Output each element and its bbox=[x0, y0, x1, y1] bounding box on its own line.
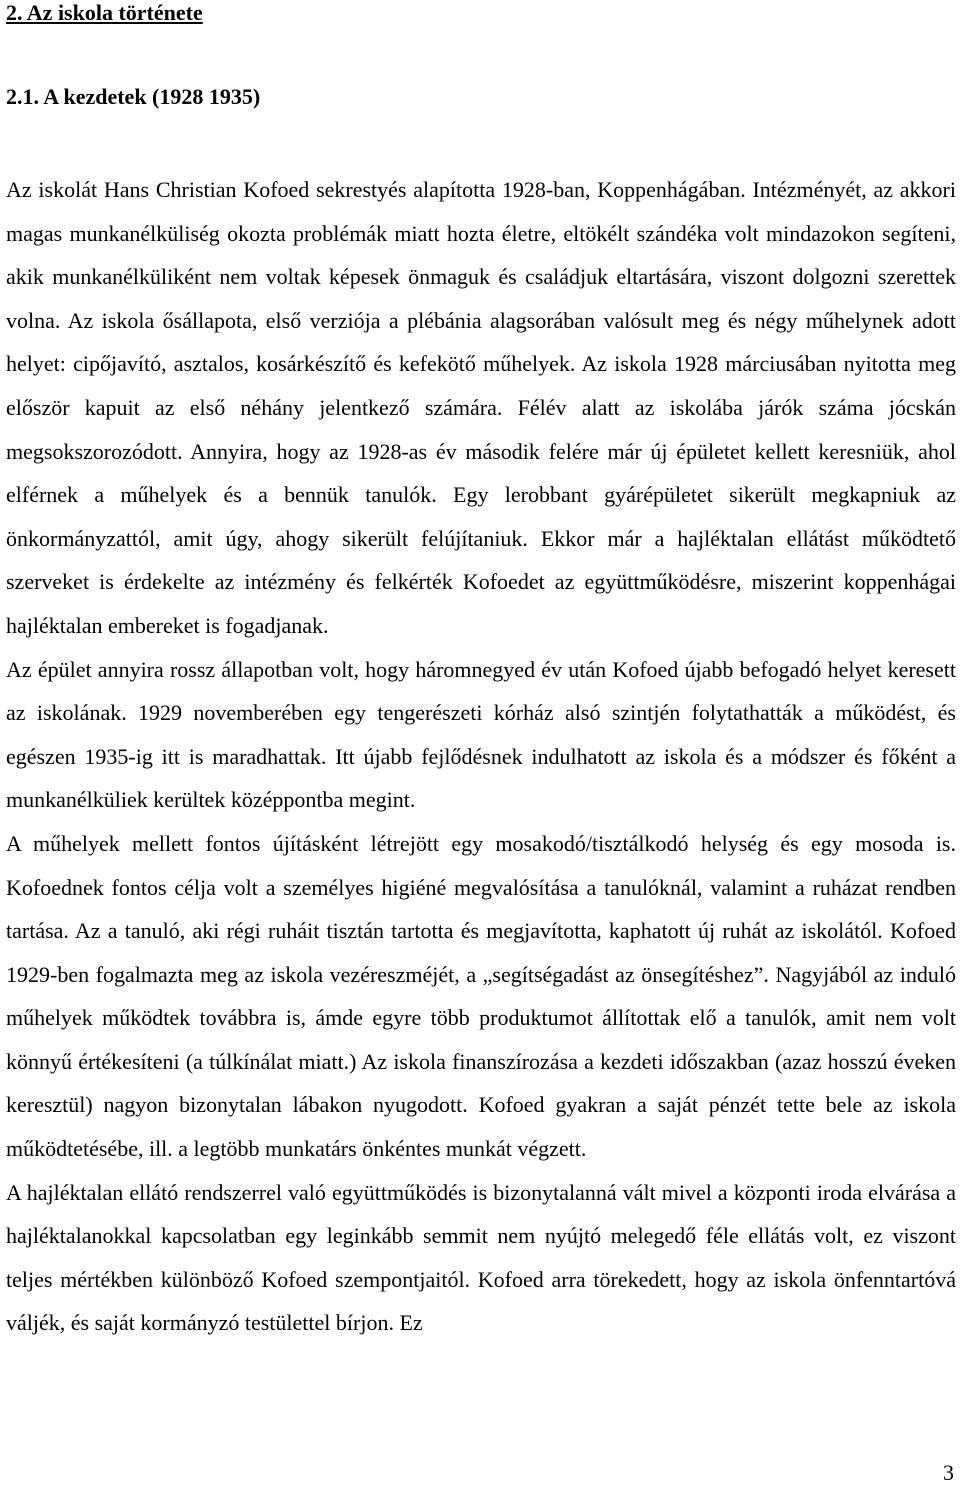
body-text bbox=[6, 168, 956, 1345]
document-page bbox=[6, 0, 956, 1345]
section-heading: 2. Az iskola története bbox=[6, 0, 203, 25]
paragraph-relocation: Az épület annyira rossz állapotban volt, hogy háromnegyed év után Kofoed újabb befogadó helyet keresett az iskolának. 1929 novemberében egy tengerészeti kórház alsó szintjén folytathatták a működést, és egészen 1935-ig itt is maradhattak. Itt újabb fejlődésnek indulhatott az iskola és a módszer és főként a munkanélküliek kerültek középpontba megint. bbox=[6, 656, 956, 813]
paragraph-hygiene-finance: A műhelyek mellett fontos újításként létrejött egy mosakodó/tisztálkodó helység és egy mosoda is. Kofoednek fontos célja volt a személyes higiéné megvalósítása a tanulóknál, valamint a ruházat rendben tartása. Az a tanuló, aki régi ruháit tisztán tartotta és megjavította, kaphatott új ruhát az iskolától. Kofoed 1929-ben fogalmazta meg az iskola vezéreszméjét, a „segítségadást az önsegítéshez”. Nagyjából az induló műhelyek működtek továbbra is, ámde egyre több produktumot állítottak elő a tanulók, amit nem volt könnyű értékesíteni (a túlkínálat miatt.) Az iskola finanszírozása a kezdeti időszakban (azaz hosszú éveken keresztül) nagyon bizonytalan lábakon nyugodott. Kofoed gyakran a saját pénzét tette bele az iskola működtetésébe, ill. a legtöbb munkatárs önkéntes munkát végzett. bbox=[6, 830, 956, 1162]
paragraph-cooperation: A hajléktalan ellátó rendszerrel való együttműködés is bizonytalanná vált mivel a központi iroda elvárása a hajléktalanokkal kapcsolatban egy leginkább semmit nem nyújtó melegedő féle ellátás volt, ez viszont teljes mértékben különböző Kofoed szempontjaitól. Kofoed arra törekedett, hogy az iskola önfenntartóvá váljék, és saját kormányzó testülettel bírjon. Ez bbox=[6, 1179, 956, 1336]
subsection-heading: 2.1. A kezdetek (1928 1935) bbox=[6, 84, 261, 109]
paragraph-founding: Az iskolát Hans Christian Kofoed sekrestyés alapította 1928-ban, Koppenhágában. Intézményét, az akkori magas munkanélküliség okozta problémák miatt hozta életre, eltökélt szándéka volt mindazokon segíteni, akik munkanélküliként nem voltak képesek önmaguk és családjuk eltartására, viszont dolgozni szerettek volna. Az iskola ősállapota, első verziója a plébánia alagsorában valósult meg és négy műhelynek adott helyet: cipőjavító, asztalos, kosárkészítő és kefekötő műhelyek. Az iskola 1928 márciusában nyitotta meg először kapuit az első néhány jelentkező számára. Félév alatt az iskolába járók száma jócskán megsokszorozódott. Annyira, hogy az 1928-as év második felére már új épületet kellett keresniük, ahol elférnek a műhelyek és a bennük tanulók. Egy lerobbant gyárépületet sikerült megkapniuk az önkormányzattól, amit úgy, ahogy sikerült felújítaniuk. Ekkor már a hajléktalan ellátást működtető szerveket is érdekelte az intézmény és felkérték Kofoedet az együttműködésre, miszerint koppenhágai hajléktalan embereket is fogadjanak. bbox=[6, 177, 956, 638]
page-number: 3 bbox=[943, 1460, 954, 1485]
